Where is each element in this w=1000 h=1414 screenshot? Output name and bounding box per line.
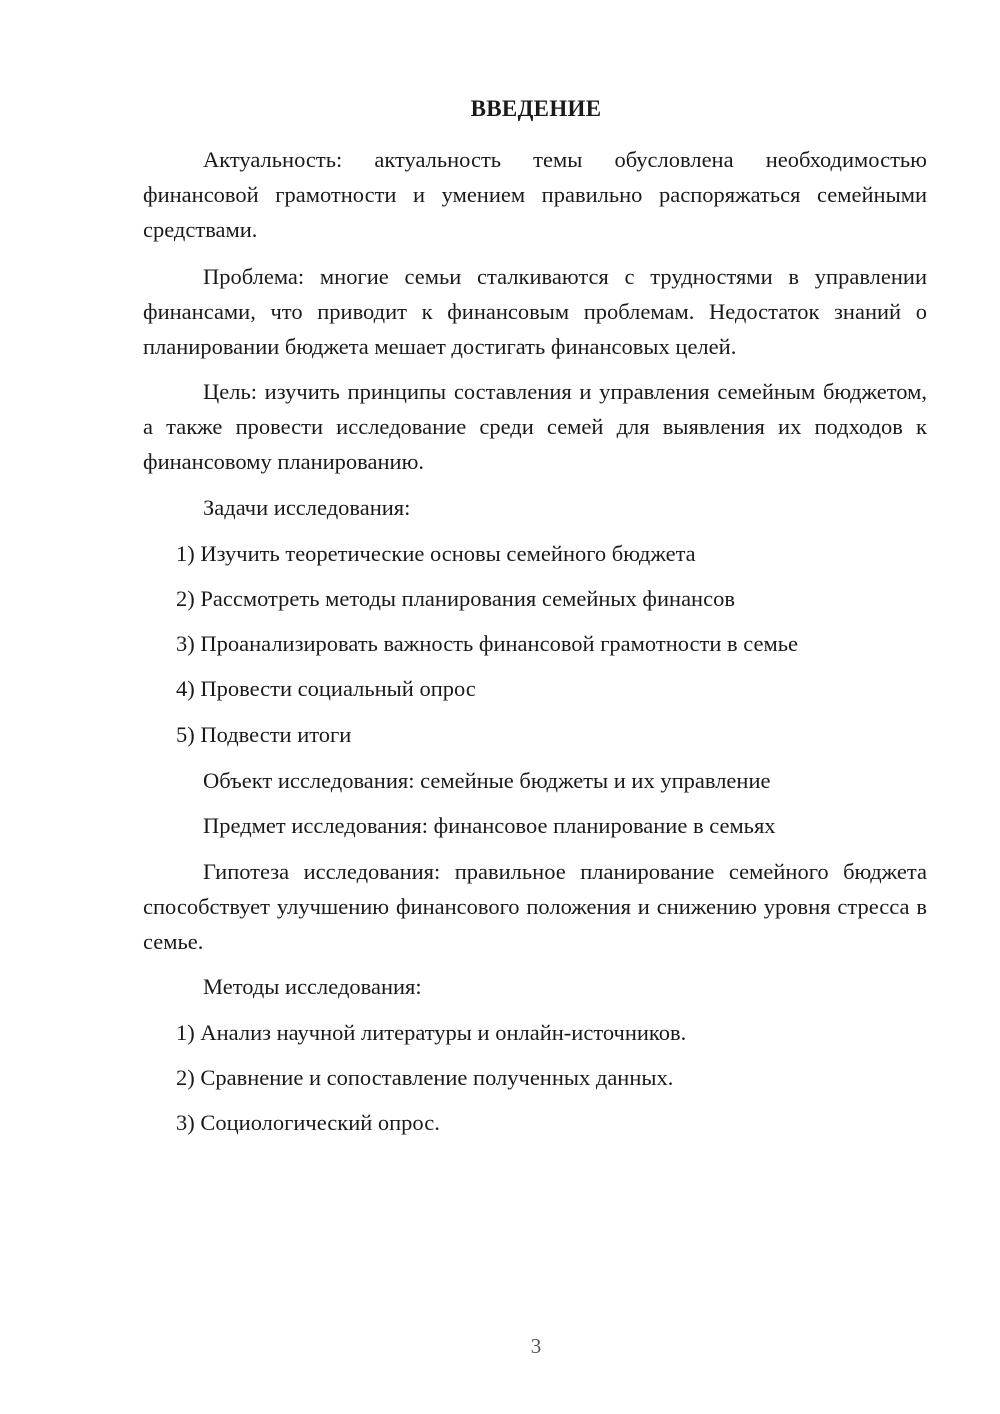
hypothesis-paragraph: Гипотеза исследования: правильное планирование семейного бюджета способствует улучшению финансового положения и снижению уровня стресса в семье. xyxy=(143,859,927,954)
object-line: Объект исследования: семейные бюджеты и их управление xyxy=(203,768,771,793)
subject-line: Предмет исследования: финансовое планирование в семьях xyxy=(203,813,776,838)
page-title: ВВЕДЕНИЕ xyxy=(470,96,602,121)
goal-paragraph: Цель: изучить принципы составления и управления семейным бюджетом, а также провести исследование среди семей для выявления их подходов к финансовому планированию. xyxy=(143,379,927,474)
relevance-paragraph: Актуальность: актуальность темы обусловлена необходимостью финансовой грамотности и умением правильно распоряжаться семейными средствами. xyxy=(143,147,927,242)
problem-paragraph: Проблема: многие семьи сталкиваются с трудностями в управлении финансами, что приводит к финансовым проблемам. Недостаток знаний о планировании бюджета мешает достигать финансовых целей. xyxy=(143,264,927,359)
task-item-5: 5) Подвести итоги xyxy=(176,722,352,747)
method-item-3: 3) Социологический опрос. xyxy=(176,1110,440,1135)
tasks-heading: Задачи исследования: xyxy=(203,495,411,520)
task-item-3: 3) Проанализировать важность финансовой грамотности в семье xyxy=(176,631,799,656)
task-item-4: 4) Провести социальный опрос xyxy=(176,676,476,701)
methods-heading: Методы исследования: xyxy=(203,974,422,999)
method-item-2: 2) Сравнение и сопоставление полученных данных. xyxy=(176,1065,674,1090)
task-item-1: 1) Изучить теоретические основы семейного бюджета xyxy=(176,541,696,566)
method-item-1: 1) Анализ научной литературы и онлайн-источников. xyxy=(176,1020,687,1045)
task-item-2: 2) Рассмотреть методы планирования семейных финансов xyxy=(176,586,735,611)
page-number: 3 xyxy=(530,1334,542,1358)
